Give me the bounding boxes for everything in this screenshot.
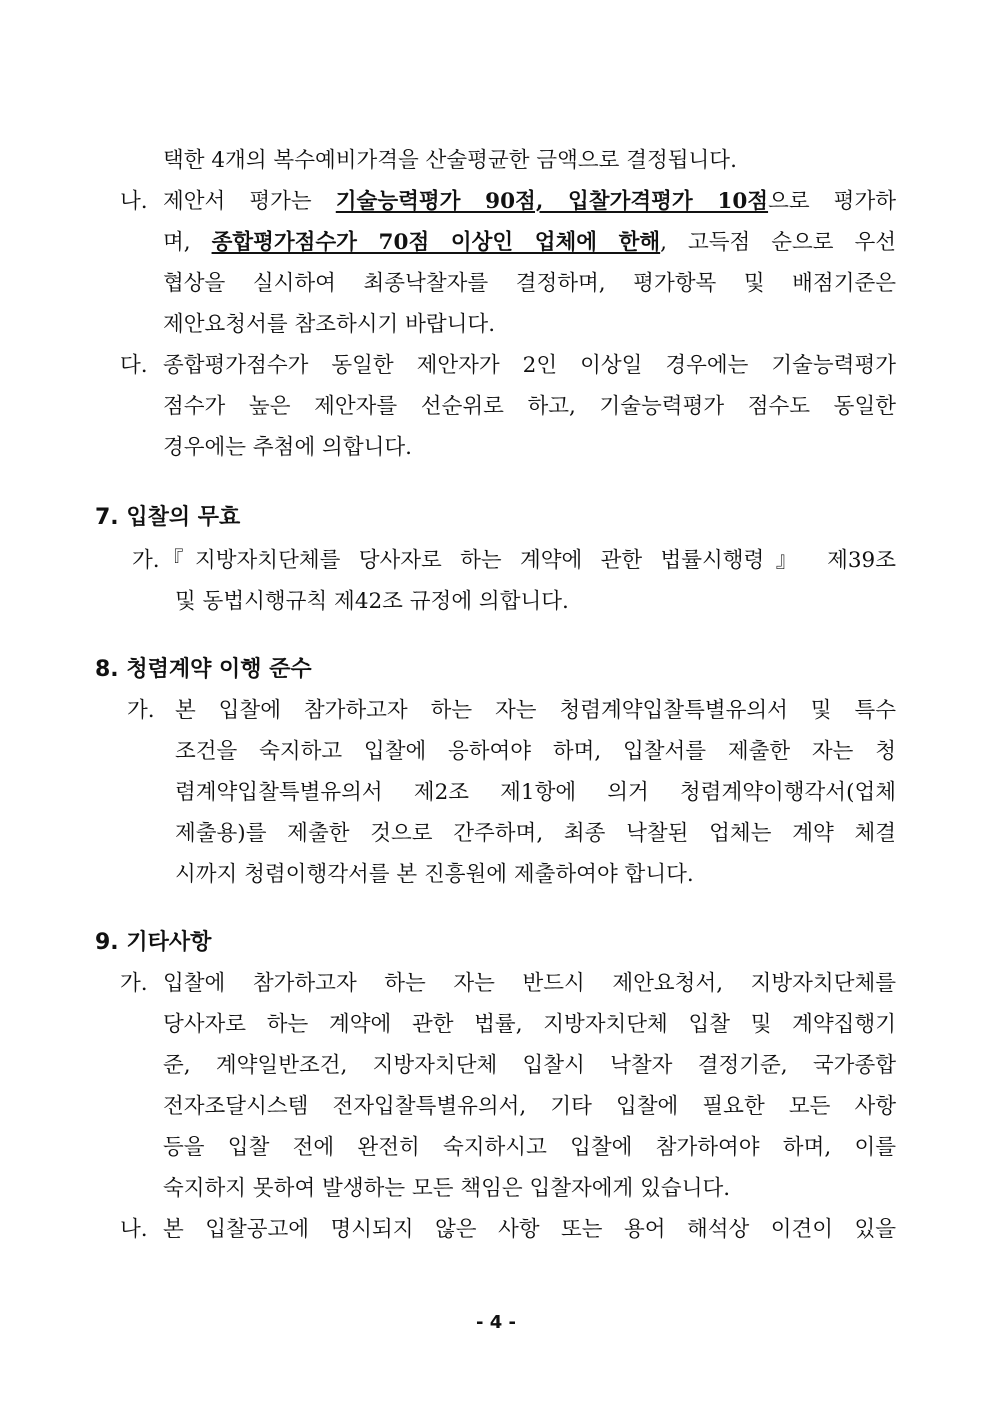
paragraph-line: 제안요청서를 참조하시기 바랍니다. xyxy=(163,312,496,337)
paragraph-line: 전자조달시스템 전자입찰특별유의서, 기타 입찰에 필요한 모든 사항 xyxy=(163,1094,896,1119)
paragraph-line: 입찰에 참가하고자 하는 자는 반드시 제안요청서, 지방자치단체를 xyxy=(163,971,896,996)
paragraph-line: 경우에는 추첨에 의합니다. xyxy=(163,435,412,460)
paragraph-line: 며, 종합평가점수가 70점 이상인 업체에 한해, 고득점 순으로 우선 xyxy=(163,230,896,255)
section-heading: 7. 입찰의 무효 xyxy=(95,505,241,530)
paragraph-line: 렴계약입찰특별유의서 제2조 제1항에 의거 청렴계약이행각서(업체 xyxy=(175,780,896,805)
list-marker: 나. xyxy=(120,1217,148,1242)
emphasis-text: 기술능력평가 90점, 입찰가격평가 10점 xyxy=(335,189,769,214)
paragraph-line: 시까지 청렴이행각서를 본 진흥원에 제출하여야 합니다. xyxy=(175,862,694,887)
paragraph-line: 본 입찰에 참가하고자 하는 자는 청렴계약입찰특별유의서 및 특수 xyxy=(175,698,896,723)
paragraph-line: 점수가 높은 제안자를 선순위로 하고, 기술능력평가 점수도 동일한 xyxy=(163,394,896,419)
section-heading: 9. 기타사항 xyxy=(95,930,212,955)
paragraph-line: 숙지하지 못하여 발생하는 모든 책임은 입찰자에게 있습니다. xyxy=(163,1176,731,1201)
list-marker: 다. xyxy=(120,353,148,378)
paragraph-line: 조건을 숙지하고 입찰에 응하여야 하며, 입찰서를 제출한 자는 청 xyxy=(175,739,896,764)
paragraph-line: 택한 4개의 복수예비가격을 산술평균한 금액으로 결정됩니다. xyxy=(163,148,737,173)
paragraph-line: 준, 계약일반조건, 지방자치단체 입찰시 낙찰자 결정기준, 국가종합 xyxy=(163,1053,896,1078)
list-marker: 가. xyxy=(120,971,148,996)
paragraph-line: 제출용)를 제출한 것으로 간주하며, 최종 낙찰된 업체는 계약 체결 xyxy=(175,821,896,846)
emphasis-text: 종합평가점수가 70점 이상인 업체에 한해 xyxy=(211,230,661,255)
list-marker: 가. xyxy=(132,548,160,573)
paragraph-line: 본 입찰공고에 명시되지 않은 사항 또는 용어 해석상 이견이 있을 xyxy=(163,1217,896,1242)
paragraph-line: 제안서 평가는 기술능력평가 90점, 입찰가격평가 10점으로 평가하 xyxy=(163,189,896,214)
list-marker: 가. xyxy=(127,698,155,723)
section-heading: 8. 청렴계약 이행 준수 xyxy=(95,657,312,682)
paragraph-line: 등을 입찰 전에 완전히 숙지하시고 입찰에 참가하여야 하며, 이를 xyxy=(163,1135,896,1160)
paragraph-line: 협상을 실시하여 최종낙찰자를 결정하며, 평가항목 및 배점기준은 xyxy=(163,271,896,296)
page-number: - 4 - xyxy=(476,1312,516,1333)
paragraph-line: 종합평가점수가 동일한 제안자가 2인 이상일 경우에는 기술능력평가 xyxy=(163,353,896,378)
list-marker: 나. xyxy=(120,189,148,214)
paragraph-line: 당사자로 하는 계약에 관한 법률, 지방자치단체 입찰 및 계약집행기 xyxy=(163,1012,896,1037)
paragraph-line: 및 동법시행규칙 제42조 규정에 의합니다. xyxy=(175,589,569,614)
paragraph-line: 『지방자치단체를 당사자로 하는 계약에 관한 법률시행령』 제39조 xyxy=(162,548,896,573)
